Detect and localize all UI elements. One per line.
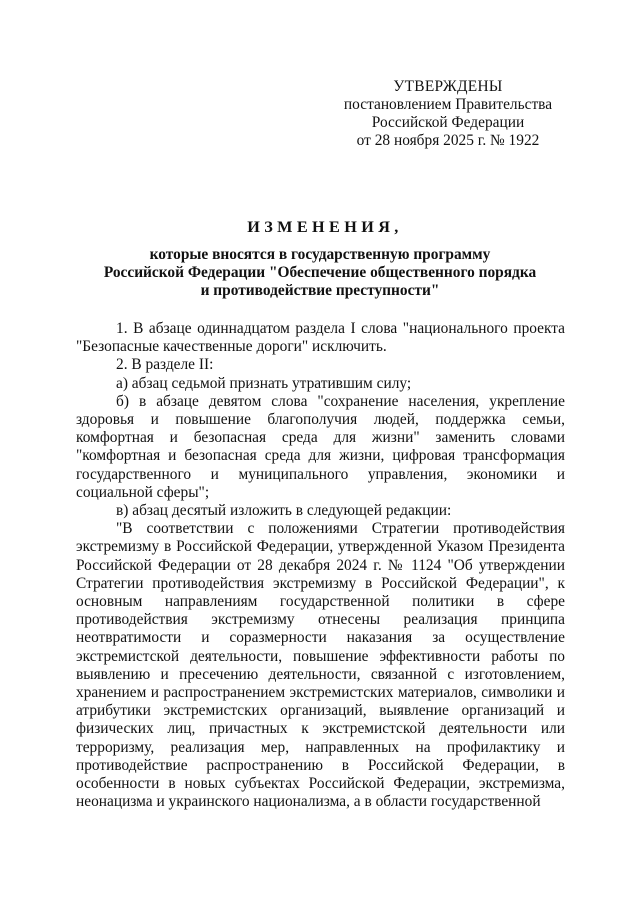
approval-line-date: от 28 ноября 2025 г. № 1922 (356, 132, 540, 149)
document-subtitle (88, 246, 552, 300)
paragraph-item-1: 1. В абзаце одиннадцатом раздела I слова "национального проекта "Безопасные качественные дороги" исключить. (76, 320, 565, 356)
paragraph-subitem-v: в) абзац десятый изложить в следующей редакции: (116, 502, 452, 520)
subtitle-line-1: которые вносятся в государственную программу (149, 246, 491, 263)
approval-line-authority: Российской Федерации (371, 114, 525, 131)
subtitle-line-3: и противодействие преступности" (200, 282, 440, 299)
approval-heading: УТВЕРЖДЕНЫ (393, 78, 503, 95)
paragraph-new-text: "В соответствии с положениями Стратегии противодействия экстремизму в Российской Федерации, утвержденной Указом Президента Российской Федерации от 28 декабря 2024 г. № 1124 "Об утверждении Стратегии противодействия экстремизму в Российской Федерации", к основным направлениям государственной политики в сфере противодействия экстремизму отнесены реализация принципа неотвратимости и соразмерности наказания за осуществление экстремистской деятельности, повышение эффективности работы по выявлению и пресечению деятельности, связанной с изготовлением, хранением и распространением экстремистских материалов, символики и атрибутики экстремистских организаций, выявление организаций и физических лиц, причастных к экстремистской деятельности или терроризму, реализация мер, направленных на профилактику и противодействие распространению в Российской Федерации, в особенности в новых субъектах Российской Федерации, экстремизма, неонацизма и украинского национализма, а в области государственной (76, 520, 565, 811)
subtitle-line-2: Российской Федерации "Обеспечение общественного порядка (103, 264, 537, 281)
approval-stamp (320, 78, 576, 150)
document-body (76, 320, 565, 811)
paragraph-item-2: 2. В разделе II: (116, 356, 214, 374)
approval-line-decree: постановлением Правительства (343, 96, 553, 113)
paragraph-subitem-a: а) абзац седьмой признать утратившим силу; (116, 374, 412, 392)
document-title: ИЗМЕНЕНИЯ, (247, 218, 403, 236)
paragraph-subitem-b: б) в абзаце девятом слова "сохранение населения, укрепление здоровья и повышение благополучия людей, поддержка семьи, комфортная и безопасная среда для жизни" заменить словами "комфортная и безопасная среда для жизни, цифровая трансформация государственного и муниципального управления, экономики и социальной сферы"; (76, 392, 565, 501)
